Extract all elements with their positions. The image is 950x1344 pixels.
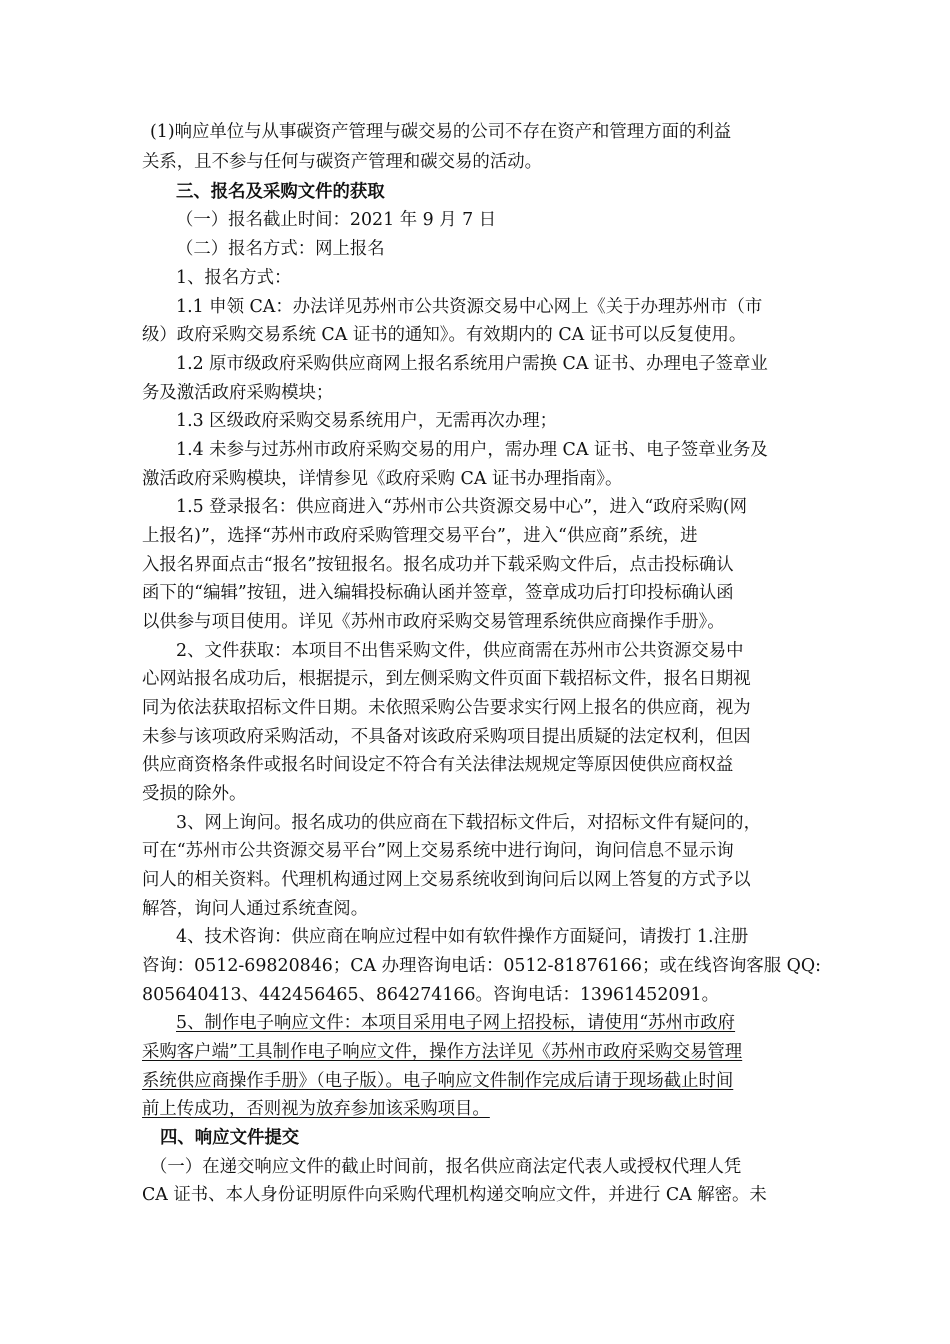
paragraph-line: 3、网上询问。报名成功的供应商在下载招标文件后，对招标文件有疑问的， [176,813,761,833]
paragraph-line: 805640413、442456465、864274166。咨询电话：13961452091。 [142,985,719,1005]
paragraph-line: （二）报名方式：网上报名 [176,239,385,259]
paragraph-line: 1.5 登录报名：供应商进入“苏州市公共资源交易中心”，进入“政府采购(网 [176,497,747,517]
paragraph-line: 1.4 未参与过苏州市政府采购交易的用户，需办理 CA 证书、电子签章业务及 [176,440,768,460]
paragraph-line: 心网站报名成功后，根据提示，到左侧采购文件页面下载招标文件，报名日期视 [142,669,751,689]
paragraph-line: 受损的除外。 [142,784,247,804]
paragraph-line: 可在“苏州市公共资源交易平台”网上交易系统中进行询问，询问信息不显示询 [142,841,734,861]
paragraph-line: 关系，且不参与任何与碳资产管理和碳交易的活动。 [142,152,542,172]
paragraph-line: 咨询：0512-69820846；CA 办理咨询电话：0512-81876166；或在线咨询客服 QQ: [142,956,822,976]
paragraph-line: 解答，询问人通过系统查阅。 [142,899,369,919]
underlined-line: 前上传成功，否则视为放弃参加该采购项目。 [142,1099,490,1119]
paragraph-line: 激活政府采购模块，详情参见《政府采购 CA 证书办理指南》。 [142,469,623,489]
paragraph-line: 1.1 申领 CA：办法详见苏州市公共资源交易中心网上《关于办理苏州市（市 [176,297,763,317]
section-heading: 四、响应文件提交 [160,1128,300,1148]
paragraph-line: 函下的“编辑”按钮，进入编辑投标确认函并签章，签章成功后打印投标确认函 [142,583,734,603]
paragraph-line: CA 证书、本人身份证明原件向采购代理机构递交响应文件，并进行 CA 解密。未 [142,1185,767,1205]
paragraph-line: （一）在递交响应文件的截止时间前，报名供应商法定代表人或授权代理人凭 [150,1157,742,1177]
paragraph-line: 同为依法获取招标文件日期。未依照采购公告要求实行网上报名的供应商，视为 [142,698,751,718]
paragraph-line: 1.2 原市级政府采购供应商网上报名系统用户需换 CA 证书、办理电子签章业 [176,354,768,374]
paragraph-line: 1、报名方式： [176,268,292,288]
paragraph-line: 问人的相关资料。代理机构通过网上交易系统收到询问后以网上答复的方式予以 [142,870,751,890]
underlined-line: 采购客户端”工具制作电子响应文件，操作方法详见《苏州市政府采购交易管理 [142,1042,743,1062]
paragraph-line: 级）政府采购交易系统 CA 证书的通知》。有效期内的 CA 证书可以反复使用。 [142,325,747,345]
paragraph-line: 上报名)”，选择“苏州市政府采购管理交易平台”，进入“供应商”系统，进 [142,526,698,546]
paragraph-line: 2、文件获取：本项目不出售采购文件，供应商需在苏州市公共资源交易中 [176,641,744,661]
paragraph-line: 4、技术咨询：供应商在响应过程中如有软件操作方面疑问，请拨打 1.注册 [176,927,749,947]
underlined-line: 5、制作电子响应文件：本项目采用电子网上招投标，请使用“苏州市政府 [176,1013,736,1033]
paragraph-line: 1.3 区级政府采购交易系统用户，无需再次办理； [176,411,557,431]
paragraph-line: 以供参与项目使用。详见《苏州市政府采购交易管理系统供应商操作手册》。 [142,612,725,632]
paragraph-line: 未参与该项政府采购活动，不具备对该政府采购项目提出质疑的法定权利，但因 [142,727,751,747]
section-heading: 三、报名及采购文件的获取 [176,182,385,202]
underlined-line: 系统供应商操作手册》（电子版）。电子响应文件制作完成后请于现场截止时间 [142,1071,734,1091]
paragraph-line: (1)响应单位与从事碳资产管理与碳交易的公司不存在资产和管理方面的利益 [150,122,732,142]
paragraph-line: 务及激活政府采购模块； [142,383,334,403]
paragraph-line: 入报名界面点击“报名”按钮报名。报名成功并下载采购文件后，点击投标确认 [142,555,734,575]
paragraph-line: （一）报名截止时间：2021 年 9 月 7 日 [176,210,497,230]
paragraph-line: 供应商资格条件或报名时间设定不符合有关法律法规规定等原因使供应商权益 [142,755,734,775]
